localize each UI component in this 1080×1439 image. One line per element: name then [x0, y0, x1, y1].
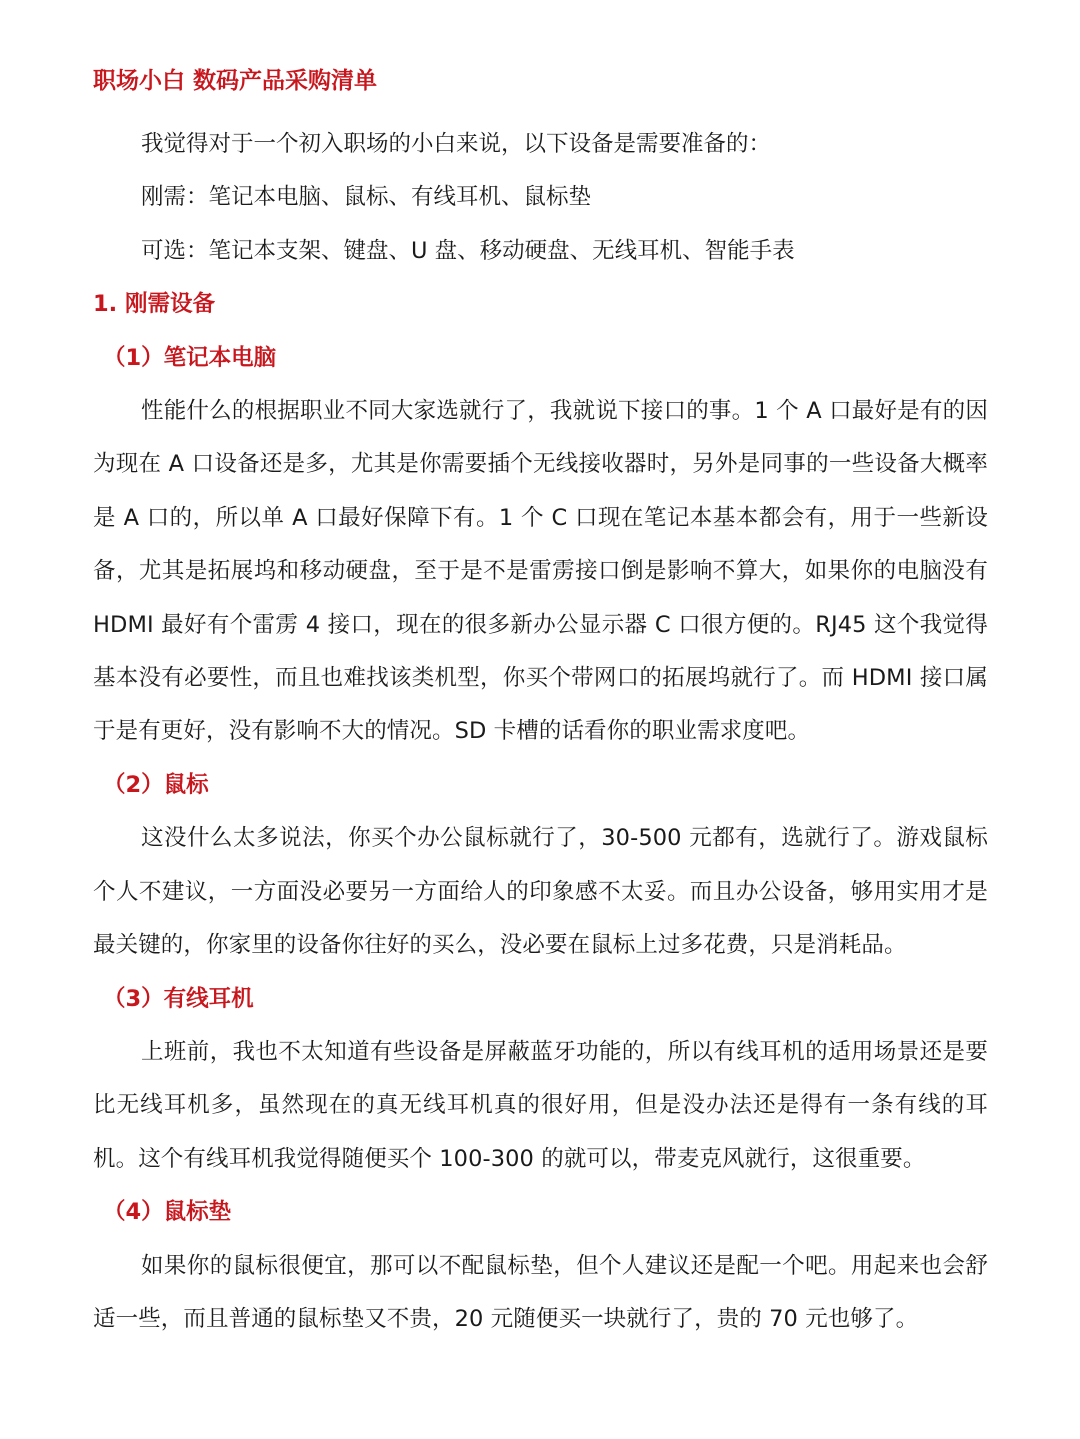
intro-block [93, 118, 988, 278]
section-heading-required: 1. 刚需设备 [93, 291, 216, 318]
paragraph-mouse: 这没什么太多说法，你买个办公鼠标就行了，30-500 元都有，选就行了。游戏鼠标个人不建议，一方面没必要另一方面给人的印象感不太妥。而且办公设备，够用实用才是最关键的，你家里的设备你往好的买么，没必要在鼠标上过多花费，只是消耗品。 [93, 825, 988, 959]
intro-sentence: 我觉得对于一个初入职场的小白来说，以下设备是需要准备的： [141, 131, 772, 157]
subheading-laptop: （1）笔记本电脑 [103, 344, 277, 371]
paragraph-laptop: 性能什么的根据职业不同大家选就行了，我就说下接口的事。1 个 A 口最好是有的因为现在 A 口设备还是多，尤其是你需要插个无线接收器时，另外是同事的一些设备大概率是 A 口的，所以单 A 口最好保障下有。1 个 C 口现在笔记本基本都会有，用于一些新设备，尤其是拓展坞和移动硬盘，至于是不是雷雳接口倒是影响不算大，如果你的电脑没有 HDMI 最好有个雷雳 4 接口，现在的很多新办公显示器 C 口很方便的。RJ45 这个我觉得基本没有必要性，而且也难找该类机型，你买个带网口的拓展坞就行了。而 HDMI 接口属于是有更好，没有影响不大的情况。SD 卡槽的话看你的职业需求度吧。 [93, 398, 988, 745]
paragraph-wired-earphones: 上班前，我也不太知道有些设备是屏蔽蓝牙功能的，所以有线耳机的适用场景还是要比无线耳机多，虽然现在的真无线耳机真的很好用，但是没办法还是得有一条有线的耳机。这个有线耳机我觉得随便买个 100-300 的就可以，带麦克风就行，这很重要。 [93, 1038, 988, 1172]
document-title: 职场小白 数码产品采购清单 [93, 68, 378, 94]
subheading-mouse: （2）鼠标 [103, 771, 209, 798]
subheading-wired-earphones: （3）有线耳机 [103, 985, 254, 1012]
subheading-mouse-pad: （4）鼠标垫 [103, 1199, 232, 1226]
intro-optional-list: 可选：笔记本支架、键盘、U 盘、移动硬盘、无线耳机、智能手表 [141, 237, 795, 264]
intro-required-list: 刚需：笔记本电脑、鼠标、有线耳机、鼠标垫 [141, 184, 592, 211]
paragraph-mouse-pad: 如果你的鼠标很便宜，那可以不配鼠标垫，但个人建议还是配一个吧。用起来也会舒适一些，而且普通的鼠标垫又不贵，20 元随便买一块就行了，贵的 70 元也够了。 [93, 1252, 988, 1332]
